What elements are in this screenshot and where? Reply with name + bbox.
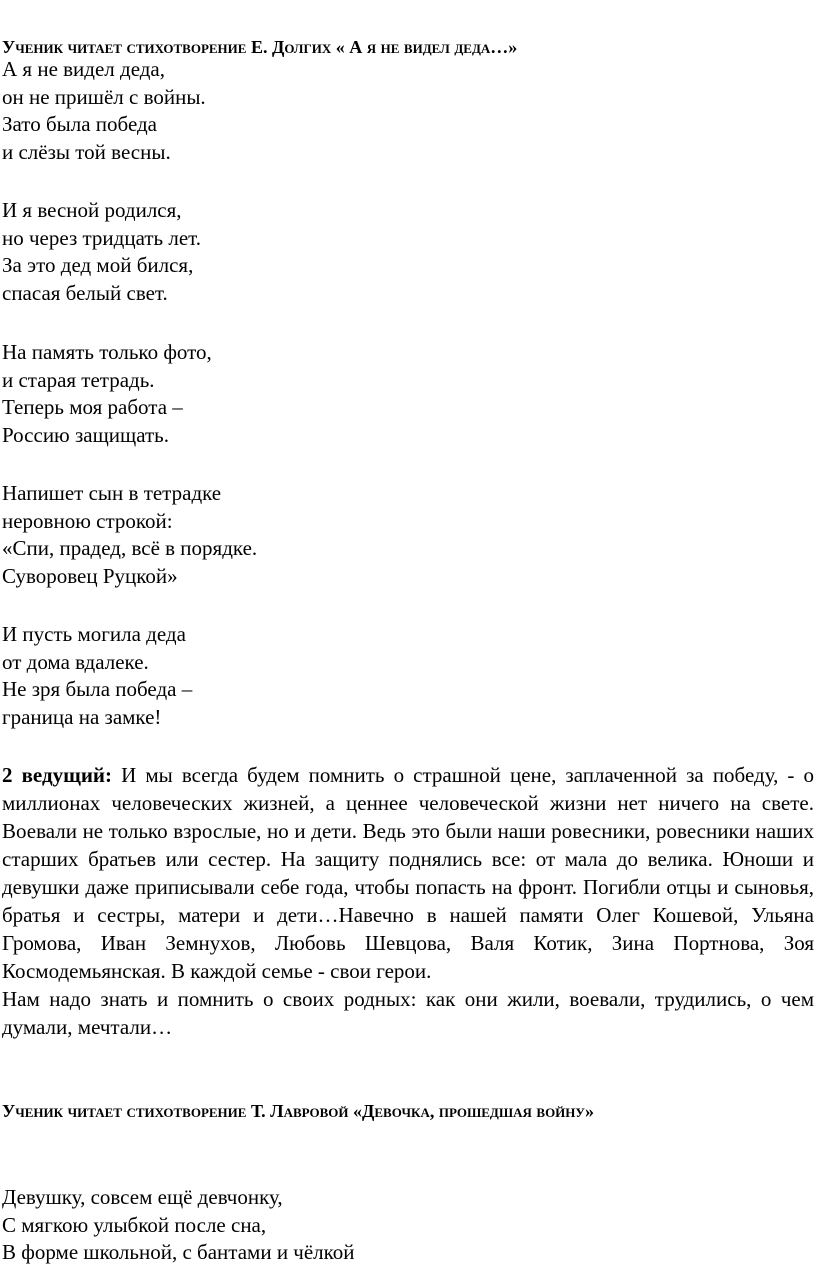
poem-line: но через тридцать лет. xyxy=(2,225,202,250)
speech-paragraph-2: Нам надо знать и помнить о своих родных: как они жили, воевали, трудились, о чем думали, мечтали… xyxy=(2,987,814,1039)
poem-line: Девушку, совсем ещё девчонку, xyxy=(2,1185,283,1209)
poem-line: Теперь моя работа – xyxy=(2,395,183,419)
poem-line: И я весной родился, xyxy=(2,198,182,222)
poem-1-stanza-2 xyxy=(2,197,201,307)
poem-1-stanza-1 xyxy=(2,56,206,166)
speech-text-1: И мы всегда будем помнить о страшной цене, заплаченной за победу, - о миллионах человеческих жизней, а ценнее человеческой жизни нет ничего на свете. Воевали не только взрослые, но и дети. Ведь это были наши ровесники, ровесники наших старших братьев или сестер. На защиту поднялись все: от мала до велика. Юноши и девушки даже приписывали себе года, чтобы попасть на фронт. Погибли отцы и сыновья, братья и сестры, матери и дети…Навечно в нашей памяти Олег Кошевой, Ульяна Громова, Иван Земнухов, Любовь Шевцова, Валя Котик, Зина Портнова, Зоя Космодемьянская. В каждой семье - свои герои. xyxy=(2,763,814,983)
poem-line: Не зря была победа – xyxy=(2,677,193,701)
poem-line: А я не видел деда, xyxy=(2,57,166,81)
poem-1-heading: Ученик читает стихотворение Е. Долгих « А я не видел деда…» xyxy=(2,37,518,57)
poem-line: В форме школьной, с бантами и чёлкой xyxy=(2,1240,355,1264)
speech-paragraph-1 xyxy=(2,761,814,985)
poem-line: На память только фото, xyxy=(2,340,212,364)
poem-line: от дома вдалеке. xyxy=(2,649,149,674)
speaker-label: 2 ведущий: xyxy=(2,763,113,787)
poem-1-stanza-4 xyxy=(2,480,257,590)
poem-line: Суворовец Руцкой» xyxy=(2,563,178,588)
poem-line: Россию защищать. xyxy=(2,422,169,447)
poem-line: граница на замке! xyxy=(2,704,162,729)
poem-line: И пусть могила деда xyxy=(2,622,186,646)
poem-2-stanza-1 xyxy=(2,1184,355,1267)
poem-line: он не пришёл с войны. xyxy=(2,84,206,109)
host-speech xyxy=(2,761,814,1041)
poem-line: «Спи, прадед, всё в порядке. xyxy=(2,536,258,560)
poem-2-heading: Ученик читает стихотворение Т. Лавровой «Девочка, прошедшая войну» xyxy=(2,1101,594,1121)
poem-line: и старая тетрадь. xyxy=(2,367,155,392)
poem-line: спасая белый свет. xyxy=(2,280,168,305)
poem-line: Напишет сын в тетрадке xyxy=(2,481,222,505)
poem-line: неровною строкой: xyxy=(2,508,173,533)
poem-1-stanza-5 xyxy=(2,621,192,731)
poem-line: Зато была победа xyxy=(2,112,157,136)
poem-line: и слёзы той весны. xyxy=(2,139,171,164)
poem-1-stanza-3 xyxy=(2,339,212,449)
poem-line: С мягкою улыбкой после сна, xyxy=(2,1212,267,1237)
poem-line: За это дед мой бился, xyxy=(2,253,194,277)
